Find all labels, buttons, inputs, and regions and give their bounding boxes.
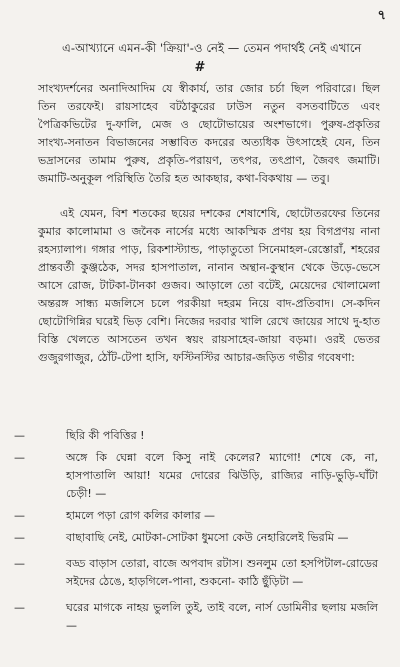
dialogue-text: বড্ড বাড়াস তোরা, বাজে অপবাদ রটাস। শুনলুম তো হসপিটাল-রোডের সইদের ঠেঙে, হাড়গিলে-পানা, শুকনো- কাঠি ছুঁড়িটা — — [66, 557, 378, 588]
dialogue-dash: — — [14, 531, 25, 544]
dialogue-list — [0, 427, 400, 635]
dialogue-text: ছিরি কী পবিত্তির ! — [66, 429, 145, 442]
dialogue-text: বাছাবাছি নেই, মোটকা-সোটকা ধুমসো কেউ নেহারিলেই ভিরমি — — [66, 531, 349, 544]
paragraph-2: এই যেমন, বিশ শতকের ছয়ের দশকের শেষাশেষি, ছোটোতরফের তিনের কুমার কালোমামা ও জনৈক নার্সের মধ্যে আকস্মিক প্রণয় হয় বিগপ্রণয় নানা রহস্যালাপ। গঙ্গার পাড়, রিকশাস্ট্যান্ড, পাড়াতুতো সিনেমাহল-রেস্তোরাঁ, শহরের প্রান্তবর্তী কুঞ্জঠেক, সদর হাসপাতাল, নানান অন্থান-কুস্থান থেকে উড়ে-ভেসে আসে রোজ, টাটকা-টানকা গুজব। আড়ালে তো বটেই, মেয়েদের খোলামেলা অন্তরঙ্গ সান্ধ্য মজলিসে চলে পরকীয়া দহরম নিয়ে বাদ-প্রতিবাদ। সে-কদিন ছোটোগিন্নির ঘরেই ভিড় বেশি। নিজের দরবার খালি রেখে জায়ের সাথে দু-হাত বিস্তি খেলতে আসতেন তখন স্বয়ং রায়সাহেব-জায়া বড়মা। ওরই ভেতর গুজুরগাজুর, ঠোঁট-টেপা হাসি, ফস্টিনস্টির আচার-জড়িত গভীর গবেষণা: — [38, 207, 380, 364]
dialogue-dash: — — [14, 557, 25, 570]
dialogue-dash: — — [14, 509, 25, 522]
dialogue-text: হামলে পড়া রোগ কলির কালার — — [66, 509, 216, 522]
page-number: ৭ — [377, 8, 386, 23]
dialogue-dash: — — [14, 451, 25, 464]
dialogue-line — [0, 507, 400, 525]
dialogue-line — [0, 599, 400, 635]
chapter-heading: এ-আখ্যানে এমন-কী 'ক্রিয়া'-ও নেই — তেমন পদার্থই নেই এখানে — [62, 41, 362, 55]
dialogue-line — [0, 427, 400, 445]
dialogue-line — [0, 555, 400, 591]
dialogue-text: অঙ্গে কি ঘেন্না বলে কিসু নাই কেলের? ম্যাগো! শেষে কে, না, হাসপাতালি আয়া! যমের দোরের ঝিউড়ি, রাজ্যির নাড়ি-ভুড়ি-ঘাঁটা চেড়ী! — — [66, 451, 378, 500]
dialogue-dash: — — [14, 601, 25, 614]
dialogue-text: ঘরের মাগকে নাহয় ভুললি তুই, তাই বলে, নার্স ডোমিনীর ছলায় মজলি — — [66, 601, 378, 632]
paragraph-1: সাংখ্যদর্শনের অনাদিআদিম যে স্বীকার্য, তার জোর চর্চা ছিল পরিবারে। ছিল তিন তরফেই। রায়সাহেব বটঠাকুরের ঢাউস নতুন বসতবাটিতে এবং পৈত্রিকভিটের দু-ফালি, মেজ ও ছোটোভায়ের অংশভাগে। পুরুষ-প্রকৃতির সাংখ্য-সনাতন বিভাজনের সম্ভাবিত কদরের অত্যধিক উৎসাহেই যেন, তিন ভদ্রাসনের তামাম পুরুষ, প্রকৃতি-পরায়ণ, তৎপর, তৎপ্রাণ, জৈবৎ জমাটি। জমাটি-অনুকূল পরিস্থিতি তৈরি হত আকছার, কথা-বিকথায় — তবু। — [38, 82, 380, 185]
section-mark: # — [194, 60, 206, 75]
dialogue-line — [0, 529, 400, 547]
dialogue-line — [0, 449, 400, 503]
dialogue-dash: — — [14, 429, 25, 442]
